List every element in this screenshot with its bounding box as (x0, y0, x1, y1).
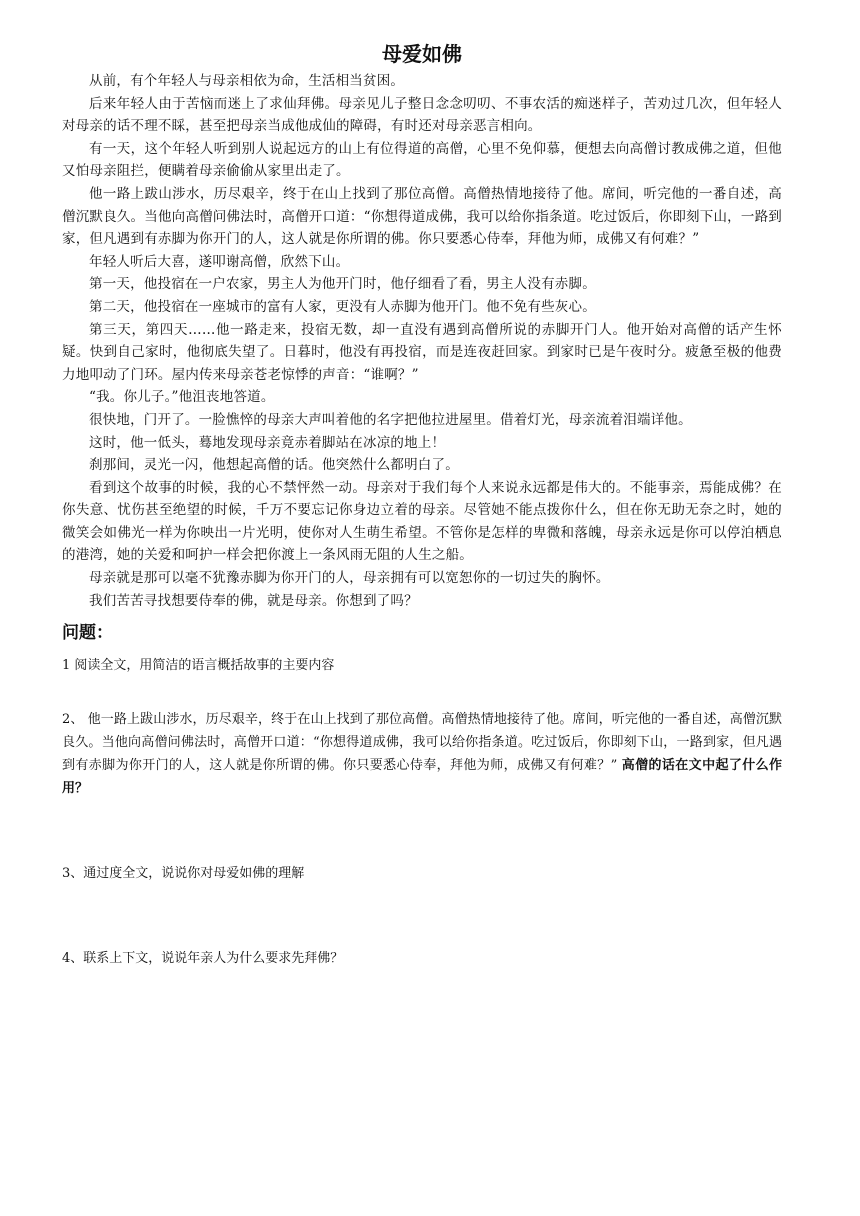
paragraph: 年轻人听后大喜，遂叩谢高僧，欣然下山。 (89, 253, 350, 270)
paragraph: 后来年轻人由于苦恼而迷上了求仙拜佛。母亲见儿子整日念念叨叨、不事农活的痴迷样子，苦劝过几次，但年轻人对母亲的话不理不睬，甚至把母亲当成他成仙的障碍，有时还对母亲恶言相向。 (62, 95, 782, 135)
article-body (62, 70, 782, 612)
paragraph: 他一路上跋山涉水，历尽艰辛，终于在山上找到了那位高僧。高僧热情地接待了他。席间，听完他的一番自述，高僧沉默良久。当他向高僧问佛法时，高僧开口道：“你想得道成佛，我可以给你指条道。吃过饭后，你即刻下山，一路到家，但凡遇到有赤脚为你开门的人，这人就是你所谓的佛。你只要悉心侍奉，拜他为师，成佛又有何难？” (62, 185, 782, 248)
paragraph: “我。你儿子。”他沮丧地答道。 (89, 389, 275, 406)
question-3: 3、通过度全文，说说你对母爱如佛的理解 (62, 866, 305, 882)
paragraph: 第一天，他投宿在一户农家，男主人为他开门时，他仔细看了看，男主人没有赤脚。 (89, 276, 596, 293)
paragraph: 第二天，他投宿在一座城市的富有人家，更没有人赤脚为他开门。他不免有些灰心。 (89, 298, 596, 315)
paragraph: 这时，他一低头，蓦地发现母亲竟赤着脚站在冰凉的地上！ (89, 434, 446, 451)
article-title: 母爱如佛 (382, 42, 462, 66)
questions-heading: 问题： (62, 623, 113, 644)
paragraph: 从前，有个年轻人与母亲相依为命，生活相当贫困。 (89, 73, 405, 89)
question-2-passage: 2、 他一路上跋山涉水，历尽艰辛，终于在山上找到了那位高僧。高僧热情地接待了他。席间，听完他的一番自述，高僧沉默良久。当他向高僧问佛法时，高僧开口道：“你想得道成佛，我可以给你指条道。吃过饭后，你即刻下山，一路到家，但凡遇到有赤脚为你开门的人，这人就是你所谓的佛。你只要悉心侍奉，拜他为师，成佛又有何难？” (62, 712, 782, 774)
question-4: 4、联系上下文，说说年亲人为什么要求先拜佛？ (62, 951, 344, 967)
paragraph: 第三天，第四天……他一路走来，投宿无数，却一直没有遇到高僧所说的赤脚开门人。他开始对高僧的话产生怀疑。快到自己家时，他彻底失望了。日暮时，他没有再投宿，而是连夜赶回家。到家时已是午夜时分。疲惫至极的他费力地叩动了门环。屋内传来母亲苍老惊悸的声音：“谁啊？” (62, 321, 782, 383)
question-2 (62, 708, 782, 800)
paragraph: 很快地，门开了。一脸憔悴的母亲大声叫着他的名字把他拉进屋里。借着灯光，母亲流着泪端详他。 (89, 411, 692, 428)
question-1: 1 阅读全文，用简洁的语言概括故事的主要内容 (62, 658, 335, 674)
paragraph: 母亲就是那可以毫不犹豫赤脚为你开门的人，母亲拥有可以宽恕你的一切过失的胸怀。 (89, 570, 610, 587)
paragraph: 看到这个故事的时候，我的心不禁怦然一动。母亲对于我们每个人来说永远都是伟大的。不能事亲，焉能成佛？在你失意、忧伤甚至绝望的时候，千万不要忘记你身边立着的母亲。尽管她不能点拨你什么，但在你无助无奈之时，她的微笑会如佛光一样为你映出一片光明，使你对人生萌生希望。不管你是怎样的卑微和落魄，母亲永远是你可以停泊栖息的港湾，她的关爱和呵护一样会把你渡上一条风雨无阻的人生之船。 (62, 479, 782, 564)
document-page (62, 38, 782, 970)
paragraph: 我们苦苦寻找想要侍奉的佛，就是母亲。你想到了吗？ (89, 592, 418, 609)
question-2-prompt: 高僧的话在文中起了什么作用？ (62, 758, 782, 797)
paragraph: 刹那间，灵光一闪，他想起高僧的话。他突然什么都明白了。 (89, 457, 459, 474)
paragraph: 有一天，这个年轻人听到别人说起远方的山上有位得道的高僧，心里不免仰慕，便想去向高僧讨教成佛之道，但他又怕母亲阻拦，便瞒着母亲偷偷从家里出走了。 (62, 140, 782, 180)
